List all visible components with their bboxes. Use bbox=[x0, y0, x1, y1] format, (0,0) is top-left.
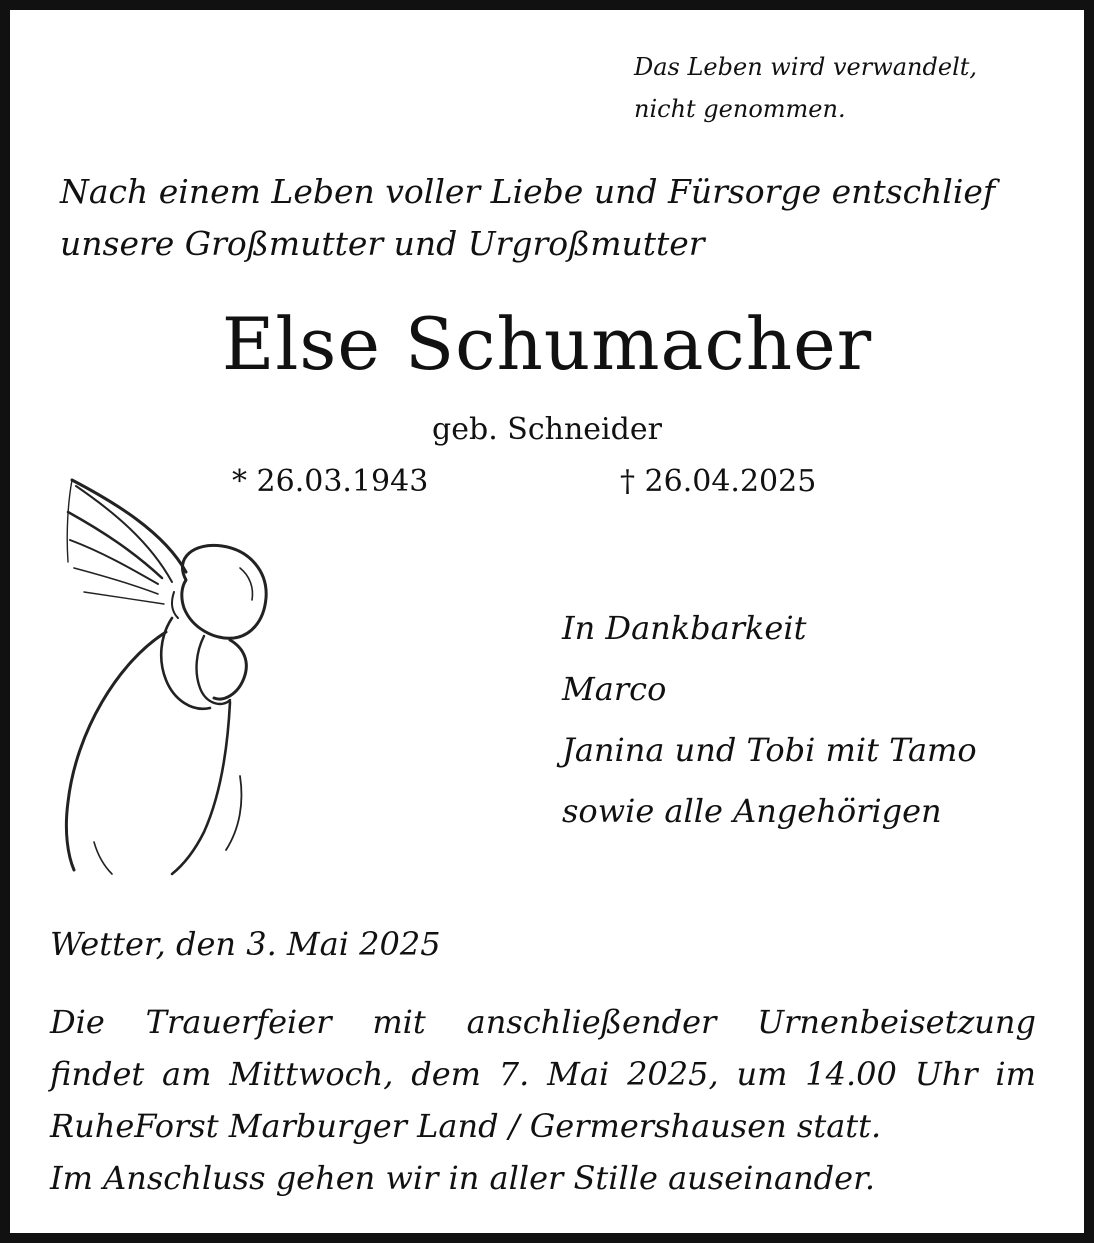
ceremony-line-3: RuheForst Marburger Land / Germershausen statt. bbox=[50, 1107, 882, 1145]
ceremony-line-2: findet am Mittwoch, dem 7. Mai 2025, um 14.00 Uhr im bbox=[50, 1055, 1036, 1093]
intro-line-1: Nach einem Leben voller Liebe und Fürsorge entschlief bbox=[60, 172, 996, 211]
signoff-line-1: In Dankbarkeit bbox=[562, 609, 807, 647]
signoff-line-2: Marco bbox=[562, 670, 667, 708]
ceremony-line-1: Die Trauerfeier mit anschließender Urnenbeisetzung bbox=[50, 1003, 1036, 1041]
intro-text bbox=[60, 166, 995, 270]
intro-line-2: unsere Großmutter und Urgroßmutter bbox=[60, 224, 705, 263]
death-date: † 26.04.2025 bbox=[620, 464, 817, 499]
ceremony-line-4: Im Anschluss gehen wir in aller Stille auseinander. bbox=[50, 1159, 876, 1197]
signoff-line-3: Janina und Tobi mit Tamo bbox=[562, 731, 977, 769]
signoff-line-4: sowie alle Angehörigen bbox=[562, 792, 942, 830]
birth-date: * 26.03.1943 bbox=[232, 464, 429, 499]
deceased-name: Else Schumacher bbox=[221, 302, 873, 386]
signoff bbox=[562, 598, 977, 842]
praying-angel-icon bbox=[54, 472, 284, 882]
place-date: Wetter, den 3. Mai 2025 bbox=[50, 925, 441, 963]
motto bbox=[634, 46, 977, 130]
ceremony-info bbox=[50, 996, 1036, 1204]
motto-line-2: nicht genommen. bbox=[634, 95, 846, 123]
born-name: geb. Schneider bbox=[432, 412, 662, 447]
motto-line-1: Das Leben wird verwandelt, bbox=[634, 53, 978, 81]
